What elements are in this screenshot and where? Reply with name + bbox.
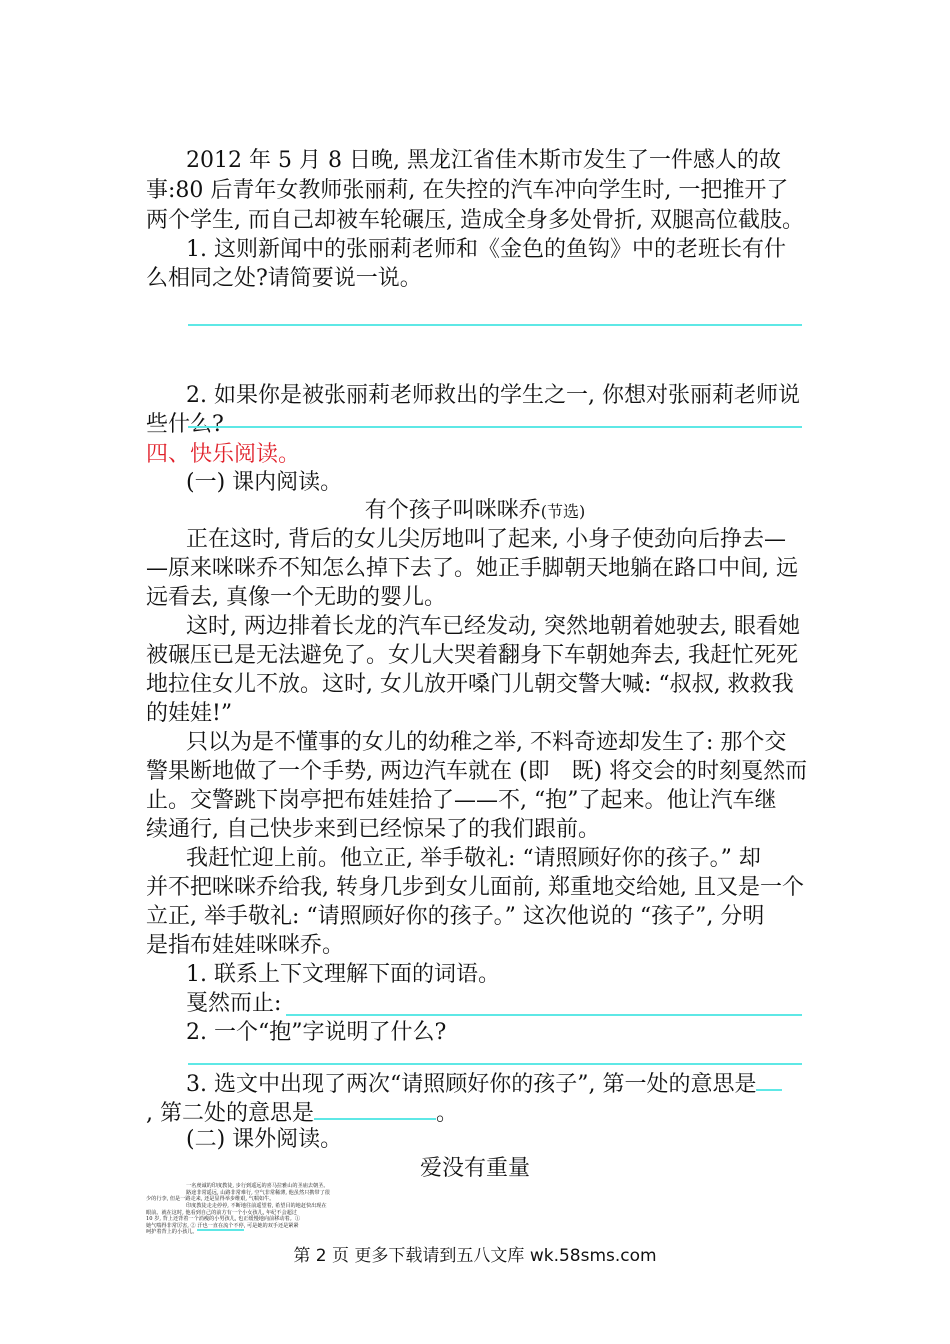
p6-line-2: 少的行李, 但是一路走来, 还是显得举步维艰, 气喘如牛。	[146, 1196, 275, 1203]
answer-blank-second-meaning[interactable]	[314, 1096, 436, 1120]
p7-line-4	[146, 1223, 806, 1230]
answer-line-word[interactable]	[286, 1014, 802, 1016]
p3-line-4: 续通行, 自己快步来到已经惊呆了的我们跟前。	[146, 817, 600, 842]
reading-q3-end: 。	[436, 1101, 459, 1126]
page-footer: 第 2 页 更多下载请到五八文库 wk.58sms.com	[293, 1246, 657, 1266]
reading-q3-second-text: , 第二处的意思是	[146, 1101, 314, 1126]
answer-line-q2[interactable]	[188, 426, 802, 428]
p7-line-2: 眼前。就在这时, 他看到自己的前方有一个小女孩儿, 年纪不会超过	[146, 1209, 297, 1216]
question-2-line-2: 些什么?	[146, 412, 224, 437]
reading-q1: 1. 联系上下文理解下面的词语。	[186, 962, 500, 987]
answer-line-q1[interactable]	[188, 324, 802, 326]
part-2-label: (二) 课外阅读。	[186, 1127, 343, 1152]
p6-line-1: 路途非常遥远, 山路非常难行, 空气非常稀薄, 他虽然只携带了很	[186, 1189, 330, 1196]
reading-q3-text: 3. 选文中出现了两次“请照顾好你的孩子”, 第一处的意思是	[186, 1072, 757, 1097]
p2-line-3: 地拉住女儿不放。这时, 女儿放开嗓门儿朝交警大喊: “叔叔, 救救我	[146, 672, 794, 697]
passage-1-title	[0, 496, 950, 527]
question-2-line-1: 2. 如果你是被张丽莉老师救出的学生之一, 你想对张丽莉老师说	[186, 383, 800, 408]
question-1-line-2: 么相同之处?请简要说一说。	[146, 266, 422, 291]
p5-line-1: 一名虔诚的印度教徒, 步行到遥远的喜马拉雅山的圣庙去朝圣。	[186, 1183, 329, 1189]
p1-line-1: 正在这时, 背后的女儿尖厉地叫了起来, 小身子使劲向后挣去—	[186, 527, 786, 552]
p1-line-3: 远看去, 真像一个无助的婴儿。	[146, 585, 446, 610]
p7-line-1: 印度教徒走走停停, 不断地往前遥望着, 希望目的地赶快出现在	[186, 1202, 327, 1209]
p7-line-4-a: 她气喘得非常厉害, ②	[146, 1222, 198, 1229]
reading-q1-word: 戛然而止:	[186, 991, 282, 1016]
reading-q2: 2. 一个“抱”字说明了什么?	[186, 1020, 447, 1045]
p7-line-3: 10 岁, 背上还背着一个消瘦的小男孩儿, 也正缓慢地向前移动着。①	[146, 1216, 300, 1223]
p1-line-2: —原来咪咪乔不知怎么掉下去了。她正手脚朝天地躺在路口中间, 远	[146, 556, 798, 581]
p4-line-4: 是指布娃娃咪咪乔。	[146, 933, 345, 958]
underlined-sentence-2: 汗也一直在流个不停	[197, 1222, 244, 1229]
part-1-label: (一) 课内阅读。	[186, 470, 343, 495]
question-1-line-1: 1. 这则新闻中的张丽莉老师和《金色的鱼钩》中的老班长有什	[186, 237, 786, 262]
answer-line-r2[interactable]	[188, 1063, 802, 1065]
section-heading: 四、快乐阅读。	[146, 442, 301, 467]
p3-line-3: 止。交警跳下岗亭把布娃娃拾了——不, “抱”了起来。他让汽车继	[146, 788, 777, 813]
passage-1-title-text: 有个孩子叫咪咪乔	[364, 498, 541, 523]
p4-line-2: 并不把咪咪乔给我, 转身几步到女儿面前, 郑重地交给她, 且又是一个	[146, 875, 804, 900]
p4-line-1: 我赶忙迎上前。他立正, 举手敬礼: “请照顾好你的孩子。” 却	[186, 846, 761, 871]
p4-line-3: 立正, 举手敬礼: “请照顾好你的孩子。” 这次他说的 “孩子”, 分明	[146, 904, 765, 929]
intro-line-2: 事:80 后青年女教师张丽莉, 在失控的汽车冲向学生时, 一把推开了	[146, 178, 789, 203]
p7-line-4-c: , 可是她的双手还是紧紧	[243, 1222, 299, 1229]
passage-2-title: 爱没有重量	[419, 1156, 530, 1181]
p2-line-4: 的娃娃!”	[146, 701, 233, 726]
p7-line-5: 呵护着背上的小孩儿。	[146, 1229, 198, 1236]
passage-1-title-note: (节选)	[540, 502, 586, 521]
intro-line-1: 2012 年 5 月 8 日晚, 黑龙江省佳木斯市发生了一件感人的故	[186, 148, 781, 173]
p2-line-1: 这时, 两边排着长龙的汽车已经发动, 突然地朝着她驶去, 眼看她	[186, 614, 800, 639]
intro-line-3: 两个学生, 而自己却被车轮碾压, 造成全身多处骨折, 双腿高位截肢。	[146, 208, 804, 233]
p3-line-2: 警果断地做了一个手势, 两边汽车就在 (即 既) 将交会的时刻戛然而	[146, 759, 808, 784]
p2-line-2: 被碾压已是无法避免了。女儿大哭着翻身下车朝她奔去, 我赶忙死死	[146, 643, 798, 668]
p3-line-1: 只以为是不懂事的女儿的幼稚之举, 不料奇迹却发生了: 那个交	[186, 730, 787, 755]
answer-blank-first-meaning[interactable]	[756, 1067, 782, 1091]
